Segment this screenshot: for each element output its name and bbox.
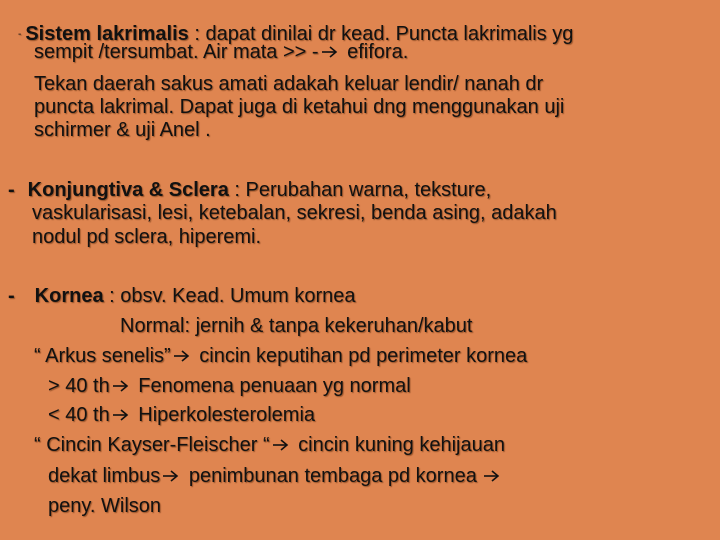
text: < 40 th — [48, 404, 110, 426]
arrow-right-icon — [321, 45, 339, 59]
kornea-line-5 — [48, 404, 315, 426]
arrow-right-icon — [173, 349, 191, 363]
konjungtiva-line-2: vaskularisasi, lesi, ketebalan, sekresi, benda asing, adakah — [32, 202, 557, 224]
text: sempit /tersumbat. Air mata >> - — [34, 41, 319, 63]
kornea-line-2: Normal: jernih & tanpa kekeruhan/kabut — [120, 315, 473, 337]
konjungtiva-line-3: nodul pd sclera, hiperemi. — [32, 226, 262, 248]
bullet: - — [8, 179, 15, 201]
arrow-right-icon — [112, 379, 130, 393]
term-lakrimalis: Sistem lakrimalis — [25, 23, 189, 45]
text: efifora. — [341, 41, 409, 63]
konjungtiva-line-1 — [8, 179, 491, 201]
text: “ Arkus senelis” — [34, 345, 171, 367]
kornea-line-8: peny. Wilson — [48, 495, 162, 517]
lakrimalis-line-5: schirmer & uji Anel . — [34, 119, 211, 141]
text: Fenomena penuaan yg normal — [132, 375, 411, 397]
text: “ Cincin Kayser-Fleischer “ — [34, 434, 270, 456]
kornea-line-6 — [34, 434, 505, 456]
arrow-right-icon — [162, 469, 180, 483]
lakrimalis-line-2 — [34, 41, 408, 63]
kornea-line-7 — [48, 465, 504, 487]
term-kornea: Kornea — [34, 285, 104, 307]
text: penimbunan tembaga pd kornea — [183, 465, 477, 487]
text: cincin keputihan pd perimeter kornea — [193, 345, 528, 367]
text: > 40 th — [48, 375, 110, 397]
text: : dapat dinilai dr kead. Puncta lakrimalis yg — [188, 23, 574, 45]
text: dekat limbus — [48, 465, 161, 487]
text: Hiperkolesterolemia — [132, 404, 316, 426]
bullet: - — [8, 285, 15, 307]
arrow-right-icon — [112, 408, 130, 422]
bullet: - — [18, 28, 22, 40]
lakrimalis-line-4: puncta lakrimal. Dapat juga di ketahui dng menggunakan uji — [34, 96, 565, 118]
text: cincin kuning kehijauan — [292, 434, 505, 456]
text: : obsv. Kead. Umum kornea — [103, 285, 356, 307]
lakrimalis-line-3: Tekan daerah sakus amati adakah keluar lendir/ nanah dr — [34, 73, 544, 95]
kornea-line-3 — [34, 345, 527, 367]
text: : Perubahan warna, teksture, — [228, 179, 492, 201]
arrow-right-icon — [272, 438, 290, 452]
kornea-line-1 — [8, 285, 356, 307]
kornea-line-4 — [48, 375, 411, 397]
term-konjungtiva: Konjungtiva & Sclera — [27, 179, 229, 201]
arrow-right-icon — [483, 469, 501, 483]
